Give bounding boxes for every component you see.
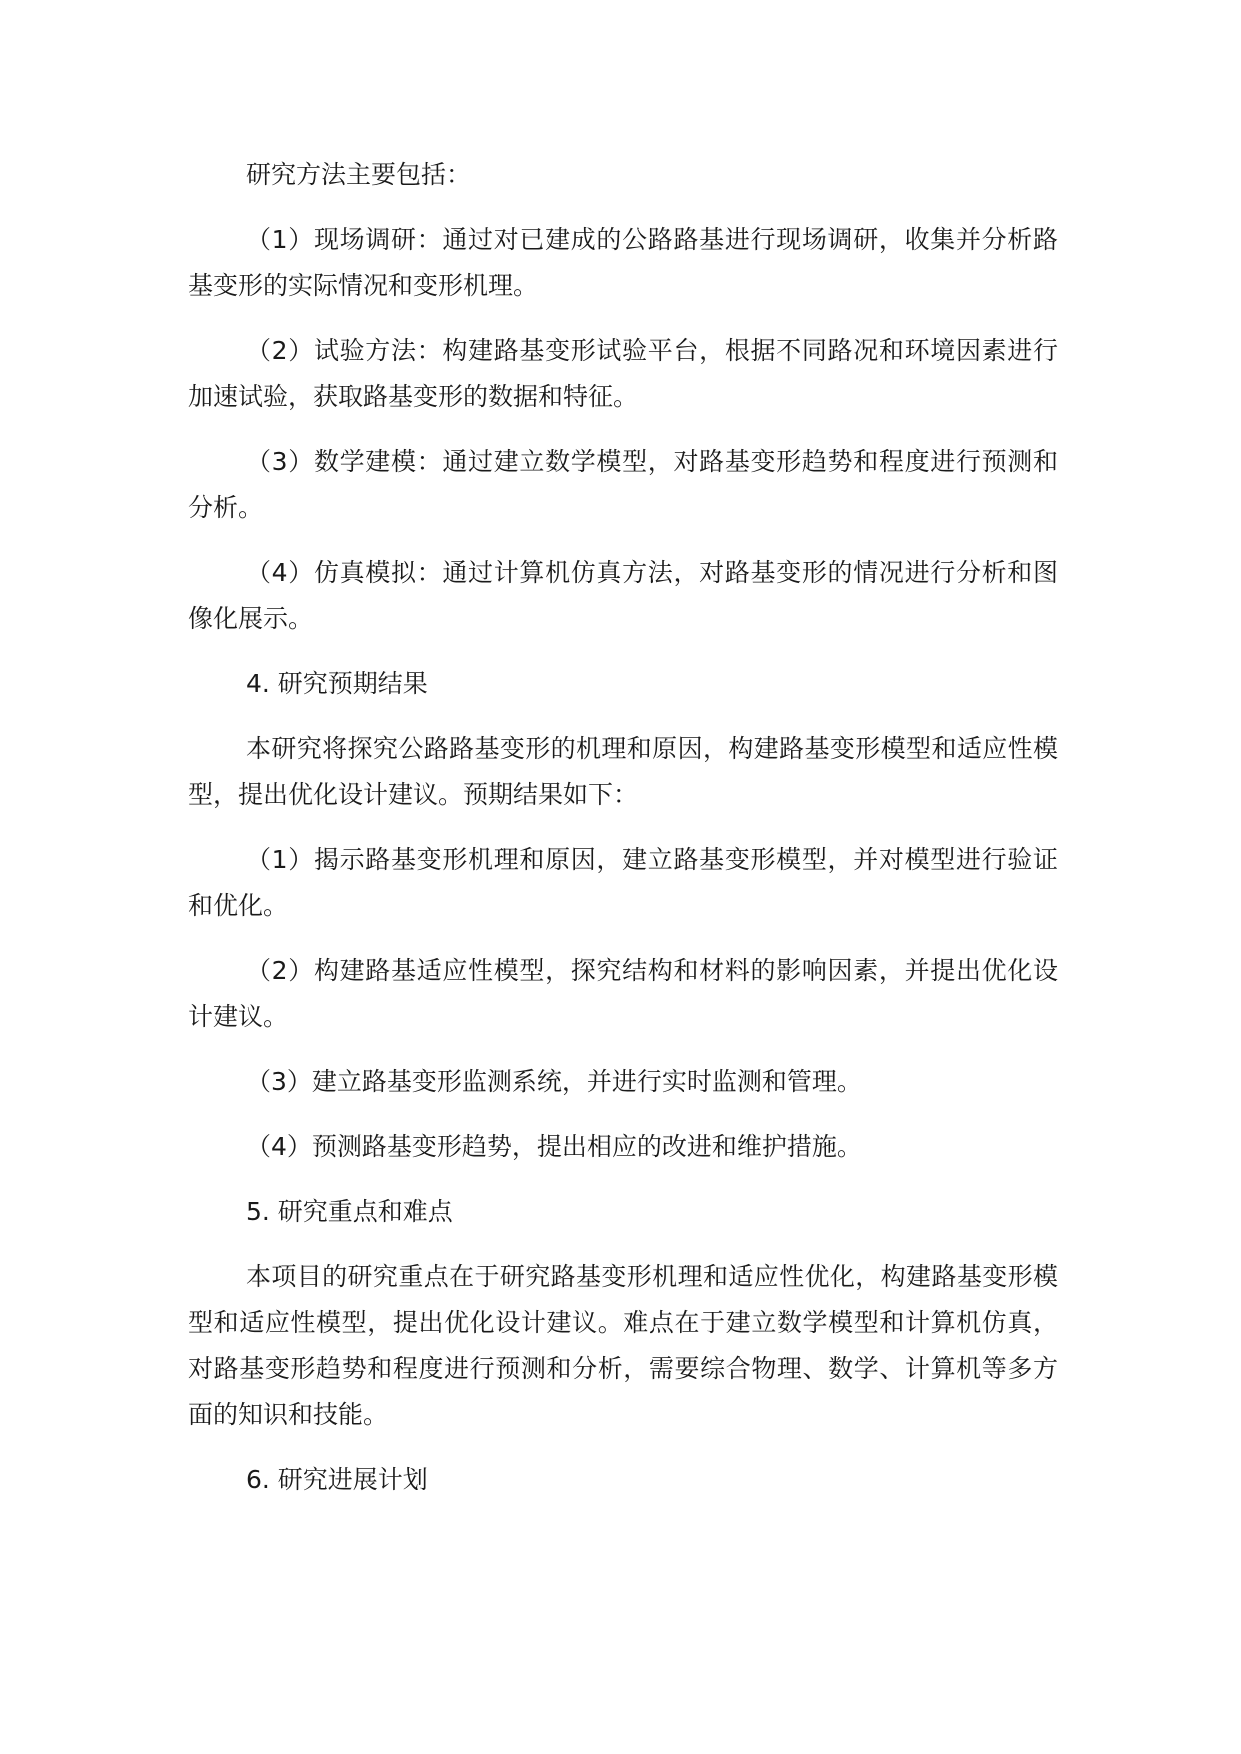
paragraph-method-1: （1）现场调研：通过对已建成的公路路基进行现场调研，收集并分析路基变形的实际情况和变形机理。	[188, 225, 1058, 300]
paragraph-expected-4: （4）预测路基变形趋势，提出相应的改进和维护措施。	[246, 1132, 862, 1161]
paragraph-method-3: （3）数学建模：通过建立数学模型，对路基变形趋势和程度进行预测和分析。	[188, 447, 1058, 522]
paragraph-method-2: （2）试验方法：构建路基变形试验平台，根据不同路况和环境因素进行加速试验，获取路基变形的数据和特征。	[188, 336, 1058, 411]
section-heading-progress-plan: 6. 研究进展计划	[246, 1465, 428, 1494]
paragraph-methods-intro: 研究方法主要包括：	[246, 160, 472, 189]
paragraph-expected-3: （3）建立路基变形监测系统，并进行实时监测和管理。	[246, 1067, 862, 1096]
section-heading-expected-results: 4. 研究预期结果	[246, 669, 428, 698]
paragraph-expected-1: （1）揭示路基变形机理和原因，建立路基变形模型，并对模型进行验证和优化。	[188, 845, 1058, 920]
section-heading-key-difficulties: 5. 研究重点和难点	[246, 1197, 453, 1226]
paragraph-expected-intro: 本研究将探究公路路基变形的机理和原因，构建路基变形模型和适应性模型，提出优化设计建议。预期结果如下：	[188, 734, 1058, 809]
paragraph-expected-2: （2）构建路基适应性模型，探究结构和材料的影响因素，并提出优化设计建议。	[188, 956, 1058, 1031]
paragraph-key-difficulties: 本项目的研究重点在于研究路基变形机理和适应性优化，构建路基变形模型和适应性模型，提出优化设计建议。难点在于建立数学模型和计算机仿真，对路基变形趋势和程度进行预测和分析，需要综合物理、数学、计算机等多方面的知识和技能。	[188, 1262, 1058, 1429]
document-body	[188, 152, 1058, 1522]
paragraph-method-4: （4）仿真模拟：通过计算机仿真方法，对路基变形的情况进行分析和图像化展示。	[188, 558, 1058, 633]
